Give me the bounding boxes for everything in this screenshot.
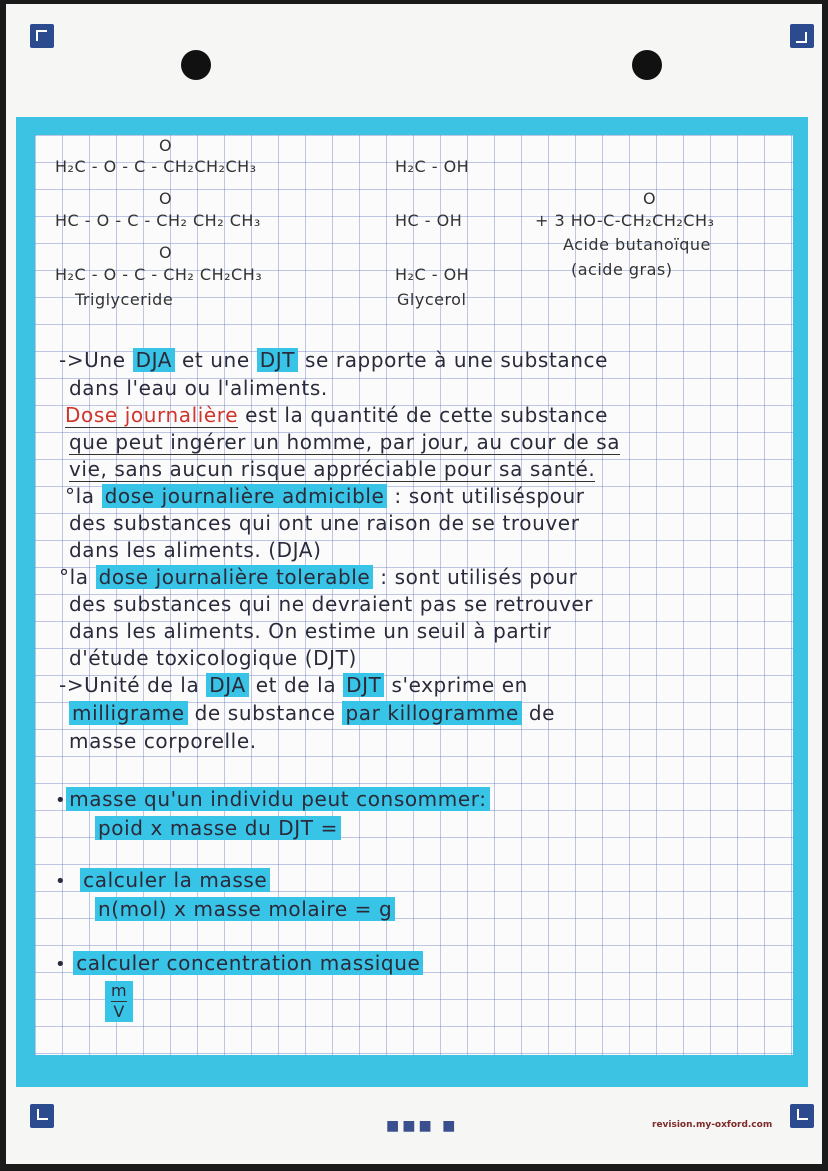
carbonyl-o: O <box>643 189 657 208</box>
glycerol-line-3: H₂C - OH <box>395 265 470 284</box>
grid-paper <box>35 135 793 1055</box>
note-line-12: d'étude toxicologique (DJT) <box>69 646 357 670</box>
triglyceride-line-3: H₂C - O - C - CH₂ CH₂CH₃ <box>55 265 263 284</box>
corner-logo-icon <box>30 24 54 48</box>
note-line-11: dans les aliments. On estime un seuil à partir <box>69 619 552 643</box>
acid-name: Acide butanoïque <box>563 235 711 254</box>
triglyceride-label: Triglyceride <box>75 290 174 309</box>
carbonyl-o: O <box>159 189 173 208</box>
triglyceride-line-2: HC - O - C - CH₂ CH₂ CH₃ <box>55 211 261 230</box>
glycerol-label: Glycerol <box>397 290 467 309</box>
formula-3-fraction: m V <box>105 981 133 1022</box>
glycerol-line-2: HC - OH <box>395 211 463 230</box>
note-line-1: ->Une DJA et une DJT se rapporte à une substance <box>59 348 609 372</box>
formula-2-title: • calculer la masse <box>55 868 270 892</box>
note-line-3: Dose journalière est la quantité de cette substance <box>65 403 609 427</box>
note-line-15: masse corporelle. <box>69 729 257 753</box>
glycerol-line-1: H₂C - OH <box>395 157 470 176</box>
acid-formula: + 3 HO-C-CH₂CH₂CH₃ <box>535 211 715 230</box>
triglyceride-line-1: H₂C - O - C - CH₂CH₂CH₃ <box>55 157 257 176</box>
acid-type: (acide gras) <box>571 260 673 279</box>
note-line-2: dans l'eau ou l'aliments. <box>69 376 328 400</box>
note-line-5: vie, sans aucun risque appréciable pour sa santé. <box>69 457 596 481</box>
corner-logo-icon <box>30 1104 54 1128</box>
corner-logo-icon <box>790 1104 814 1128</box>
note-line-4: que peut ingérer un homme, par jour, au cour de sa <box>69 430 621 454</box>
footer-link[interactable]: revision.my-oxford.com <box>652 1120 773 1130</box>
punch-hole-left <box>181 50 211 80</box>
note-line-8: dans les aliments. (DJA) <box>69 538 322 562</box>
note-line-9: °la dose journalière tolerable : sont utilisés pour <box>59 565 578 589</box>
notebook-page <box>6 4 822 1164</box>
note-line-13: ->Unité de la DJA et de la DJT s'exprime en <box>59 673 528 697</box>
note-line-10: des substances qui ne devraient pas se retrouver <box>69 592 594 616</box>
note-line-7: des substances qui ont une raison de se trouver <box>69 511 580 535</box>
corner-logo-icon <box>790 24 814 48</box>
punch-hole-right <box>632 50 662 80</box>
formula-3-title: • calculer concentration massique <box>55 951 423 975</box>
note-line-6: °la dose journalière admicible : sont utiliséspour <box>65 484 585 508</box>
blue-frame <box>16 117 808 1087</box>
note-line-14: milligrame de substance par killogramme de <box>69 701 555 725</box>
formula-2-expr: n(mol) x masse molaire = g <box>95 897 395 921</box>
formula-1-expr: poid x masse du DJT = <box>95 816 341 840</box>
page-dots: ■■■ ■ <box>386 1118 459 1134</box>
carbonyl-o: O <box>159 243 173 262</box>
formula-1-title: • masse qu'un individu peut consommer: <box>55 787 490 811</box>
carbonyl-o: O <box>159 136 173 155</box>
